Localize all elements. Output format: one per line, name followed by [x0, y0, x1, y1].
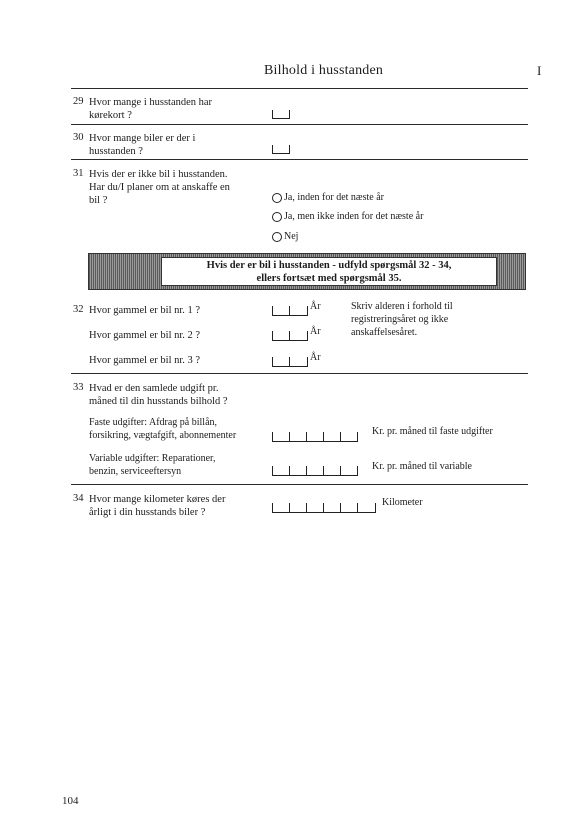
question-text-line: Hvad er den samlede udgift pr.: [89, 383, 219, 394]
question-number-34: 34: [73, 493, 84, 504]
radio-circle-icon[interactable]: [272, 193, 282, 203]
variable-costs-input[interactable]: [272, 466, 358, 476]
question-text-line: Hvor mange biler er der i: [89, 133, 196, 144]
radio-option-yes-later[interactable]: [272, 211, 423, 222]
age-input-car-2[interactable]: [272, 331, 308, 341]
question-31-text: [89, 168, 230, 207]
note-line: anskaffelsesåret.: [351, 327, 418, 338]
question-text-line: måned til din husstands bilhold ?: [89, 396, 228, 407]
radio-option-yes-next-year[interactable]: [272, 192, 384, 203]
question-text-line: Hvor mange i husstanden har: [89, 97, 213, 108]
question-32-note: [351, 300, 486, 339]
note-line: Skriv alderen i forhold til: [351, 301, 453, 312]
banner-line: ellers fortsæt med spørgsmål 35.: [256, 273, 402, 284]
question-number-30: 30: [73, 132, 84, 143]
label-line: Faste udgifter: Afdrag på billån,: [89, 417, 218, 428]
fixed-costs-input[interactable]: [272, 432, 358, 442]
answer-box-30[interactable]: [272, 145, 290, 154]
question-33-text: [89, 382, 228, 408]
question-text-line: Hvis der er ikke bil i husstanden.: [89, 169, 228, 180]
label-line: benzin, serviceeftersyn: [89, 466, 182, 477]
question-text-line: årligt i din husstands biler ?: [89, 507, 206, 518]
fixed-costs-unit: Kr. pr. måned til faste udgifter: [372, 426, 493, 437]
divider: [71, 159, 528, 160]
unit-label: År: [310, 326, 321, 337]
option-label: Ja, men ikke inden for det næste år: [284, 211, 424, 222]
unit-label: År: [310, 352, 321, 363]
answer-box-29[interactable]: [272, 110, 290, 119]
divider: [71, 373, 528, 374]
page-title: Bilhold i husstanden: [264, 63, 384, 78]
age-input-car-1[interactable]: [272, 306, 308, 316]
divider: [71, 484, 528, 485]
kilometers-unit: Kilometer: [382, 497, 423, 508]
question-text-line: Har du/I planer om at anskaffe en: [89, 182, 230, 193]
question-text-line: husstanden ?: [89, 146, 143, 157]
variable-costs-unit: Kr. pr. måned til variable: [372, 461, 472, 472]
option-label: Nej: [284, 231, 299, 242]
unit-label: År: [310, 301, 321, 312]
label-line: forsikring, vægtafgift, abonnementer: [89, 430, 237, 441]
note-line: registreringsåret og ikke: [351, 314, 449, 325]
question-30-text: [89, 132, 195, 158]
question-number-31: 31: [73, 168, 84, 179]
radio-circle-icon[interactable]: [272, 232, 282, 242]
radio-circle-icon[interactable]: [272, 212, 282, 222]
divider: [71, 124, 528, 125]
variable-costs-label: [89, 452, 216, 478]
side-mark: I: [537, 63, 542, 78]
radio-option-no[interactable]: [272, 231, 298, 242]
question-number-32: 32: [73, 304, 84, 315]
question-32-item-1: Hvor gammel er bil nr. 1 ?: [89, 305, 201, 316]
question-32-item-3: Hvor gammel er bil nr. 3 ?: [89, 355, 201, 366]
page-number: 104: [62, 795, 79, 807]
instruction-banner: [88, 253, 526, 290]
age-input-car-3[interactable]: [272, 357, 308, 367]
instruction-banner-text: [161, 257, 497, 286]
question-text-line: kørekort ?: [89, 110, 132, 121]
question-32-item-2: Hvor gammel er bil nr. 2 ?: [89, 330, 201, 341]
question-34-text: [89, 493, 225, 519]
divider: [71, 88, 528, 89]
question-number-33: 33: [73, 382, 84, 393]
fixed-costs-label: [89, 416, 236, 442]
question-number-29: 29: [73, 96, 84, 107]
question-29-text: [89, 96, 212, 122]
option-label: Ja, inden for det næste år: [284, 192, 384, 203]
question-text-line: Hvor mange kilometer køres der: [89, 494, 226, 505]
question-text-line: bil ?: [89, 195, 108, 206]
banner-line: Hvis der er bil i husstanden - udfyld spørgsmål 32 - 34,: [206, 260, 452, 271]
kilometers-input[interactable]: [272, 503, 376, 513]
label-line: Variable udgifter: Reparationer,: [89, 453, 216, 464]
